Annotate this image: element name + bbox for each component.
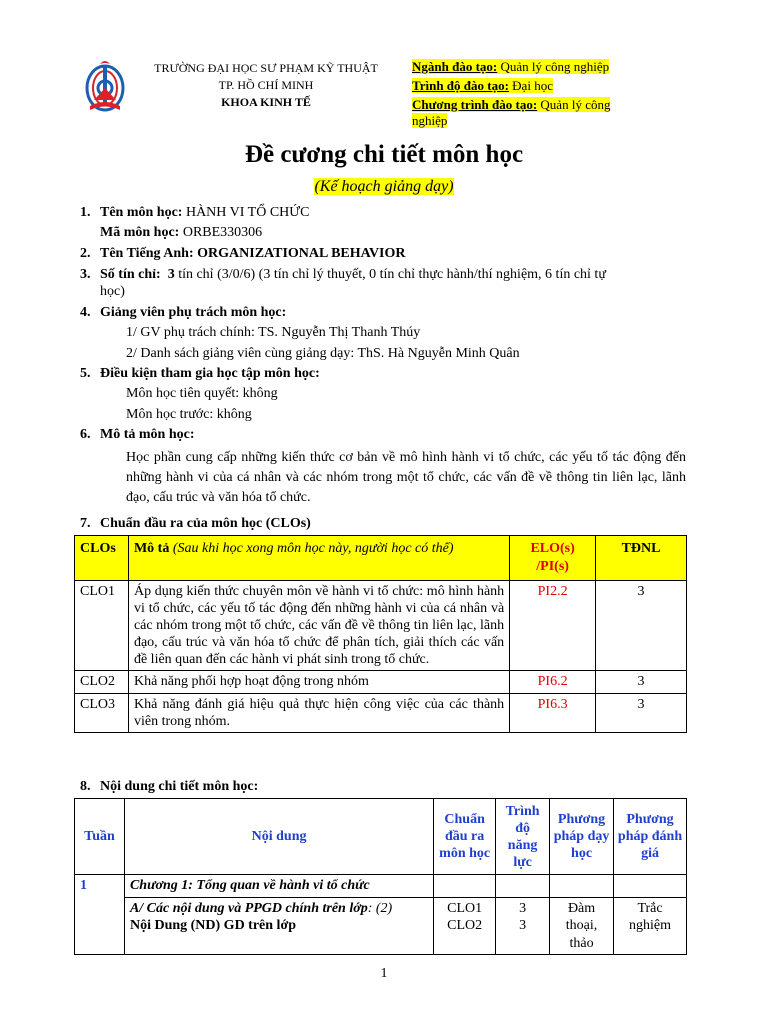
table-row: [75, 671, 687, 694]
content-assess: Trắc nghiệm: [614, 897, 687, 955]
section-5-prerequisites: 5. Điều kiện tham gia học tập môn học:: [80, 366, 320, 381]
prerequisite-course: Môn học tiên quyết: không: [126, 386, 278, 401]
clo-header-clos: CLOs: [75, 536, 129, 581]
content-cell: A/ Các nội dung và PPGD chính trên lớp: (2) Nội Dung (ND) GD trên lớp: [124, 897, 433, 955]
clo-tdnl: 3: [596, 693, 687, 732]
clo-id: CLO1: [75, 581, 129, 671]
section-8-content: 8. Nội dung chi tiết môn học:: [80, 779, 259, 794]
clo-desc: Khả năng phối hợp hoạt động trong nhóm: [128, 671, 509, 694]
clo-elo: PI2.2: [510, 581, 596, 671]
clo-header-tdnl: TĐNL: [596, 536, 687, 581]
section-3-credits-cont: học): [100, 284, 125, 299]
university-line1: TRƯỜNG ĐẠI HỌC SƯ PHẠM KỸ THUẬT: [154, 61, 378, 75]
previous-course: Môn học trước: không: [126, 407, 252, 422]
clo-tdnl: 3: [596, 671, 687, 694]
clo-header-elo: ELO(s) /PI(s): [510, 536, 596, 581]
section-7-clos: 7. Chuẩn đầu ra của môn học (CLOs): [80, 516, 311, 531]
clo-desc: Khả năng đánh giá hiệu quả thực hiện công việc của các thành viên trong nhóm.: [128, 693, 509, 732]
content-levels: 3 3: [496, 897, 550, 955]
content-header-level: Trình độ năng lực: [496, 799, 550, 875]
clo-elo: PI6.3: [510, 693, 596, 732]
program-curriculum: Chương trình đào tạo: Quản lý công nghiệp: [412, 97, 611, 128]
clo-tdnl: 3: [596, 581, 687, 671]
content-table-header: [75, 799, 687, 875]
clo-header-desc: Mô tả (Sau khi học xong môn học này, người học có thể): [128, 536, 509, 581]
clo-id: CLO2: [75, 671, 129, 694]
clo-elo: PI6.2: [510, 671, 596, 694]
page-title: Đề cương chi tiết môn học: [244, 141, 524, 168]
table-row: [75, 581, 687, 671]
clo-table-header: [75, 536, 687, 581]
content-clos: CLO1 CLO2: [434, 897, 496, 955]
section-1-course-name: 1. Tên môn học: HÀNH VI TỔ CHỨC: [80, 205, 310, 220]
program-major: Ngành đào tạo: Quản lý công nghiệp: [412, 59, 610, 74]
content-header-week: Tuần: [75, 799, 125, 875]
section-1-course-code: Mã môn học: ORBE330306: [100, 225, 263, 240]
content-header-assess: Phương pháp đánh giá: [614, 799, 687, 875]
clo-table: [74, 535, 687, 733]
clo-id: CLO3: [75, 693, 129, 732]
content-header-content: Nội dung: [124, 799, 433, 875]
chapter-title: Chương 1: Tổng quan về hành vi tổ chức: [124, 875, 433, 898]
content-method: Đàm thoại, thảo: [550, 897, 614, 955]
section-2-english-name: 2. Tên Tiếng Anh: ORGANIZATIONAL BEHAVIOR: [80, 246, 406, 261]
week-number: 1: [75, 875, 125, 955]
university-logo: [80, 58, 130, 114]
table-row: [75, 693, 687, 732]
table-row: [75, 897, 687, 955]
content-table: [74, 798, 687, 955]
lecturer-main: 1/ GV phụ trách chính: TS. Nguyễn Thị Thanh Thúy: [126, 325, 421, 340]
section-6-description: 6. Mô tả môn học:: [80, 427, 195, 442]
program-info: [412, 59, 644, 132]
page-number: 1: [380, 966, 388, 981]
section-3-credits: 3. Số tín chỉ: 3 tín chỉ (3/0/6) (3 tín chỉ lý thuyết, 0 tín chỉ thực hành/thí nghiệm, 6 tín chỉ tự: [80, 267, 606, 282]
table-row: [75, 875, 687, 898]
lecturer-co: 2/ Danh sách giảng viên cùng giảng dạy: ThS. Hà Nguyễn Minh Quân: [126, 346, 520, 361]
program-level: Trình độ đào tạo: Đại học: [412, 78, 553, 93]
section-4-lecturers: 4. Giảng viên phụ trách môn học:: [80, 305, 287, 320]
course-description: Học phần cung cấp những kiến thức cơ bản về mô hình hành vi tổ chức, các yếu tố tác động đến những hành vi của cá nhân và các nhóm trong một tổ chức, các vấn đề về thông tin liên lạc, lãnh đạo, cấu trúc và văn hóa tổ chức.: [126, 450, 686, 505]
content-header-clo: Chuẩn đầu ra môn học: [434, 799, 496, 875]
content-header-method: Phương pháp dạy học: [550, 799, 614, 875]
page-subtitle: (Kế hoạch giảng dạy): [314, 178, 454, 195]
faculty-name: KHOA KINH TẾ: [221, 95, 311, 109]
university-name: [136, 60, 396, 111]
university-line2: TP. HỒ CHÍ MINH: [218, 78, 314, 92]
clo-desc: Áp dụng kiến thức chuyên môn về hành vi tổ chức: mô hình hành vi tổ chức, các yếu tố tác động đến những hành vi của cá nhân và các nhóm trong một tổ chức, các vấn đề về thông tin liên lạc, lãnh đạo, cấu trúc và văn hóa tổ chức để phân tích, giải thích các vấn đề liên quan đến các hành vi phát sinh trong tổ chức.: [128, 581, 509, 671]
